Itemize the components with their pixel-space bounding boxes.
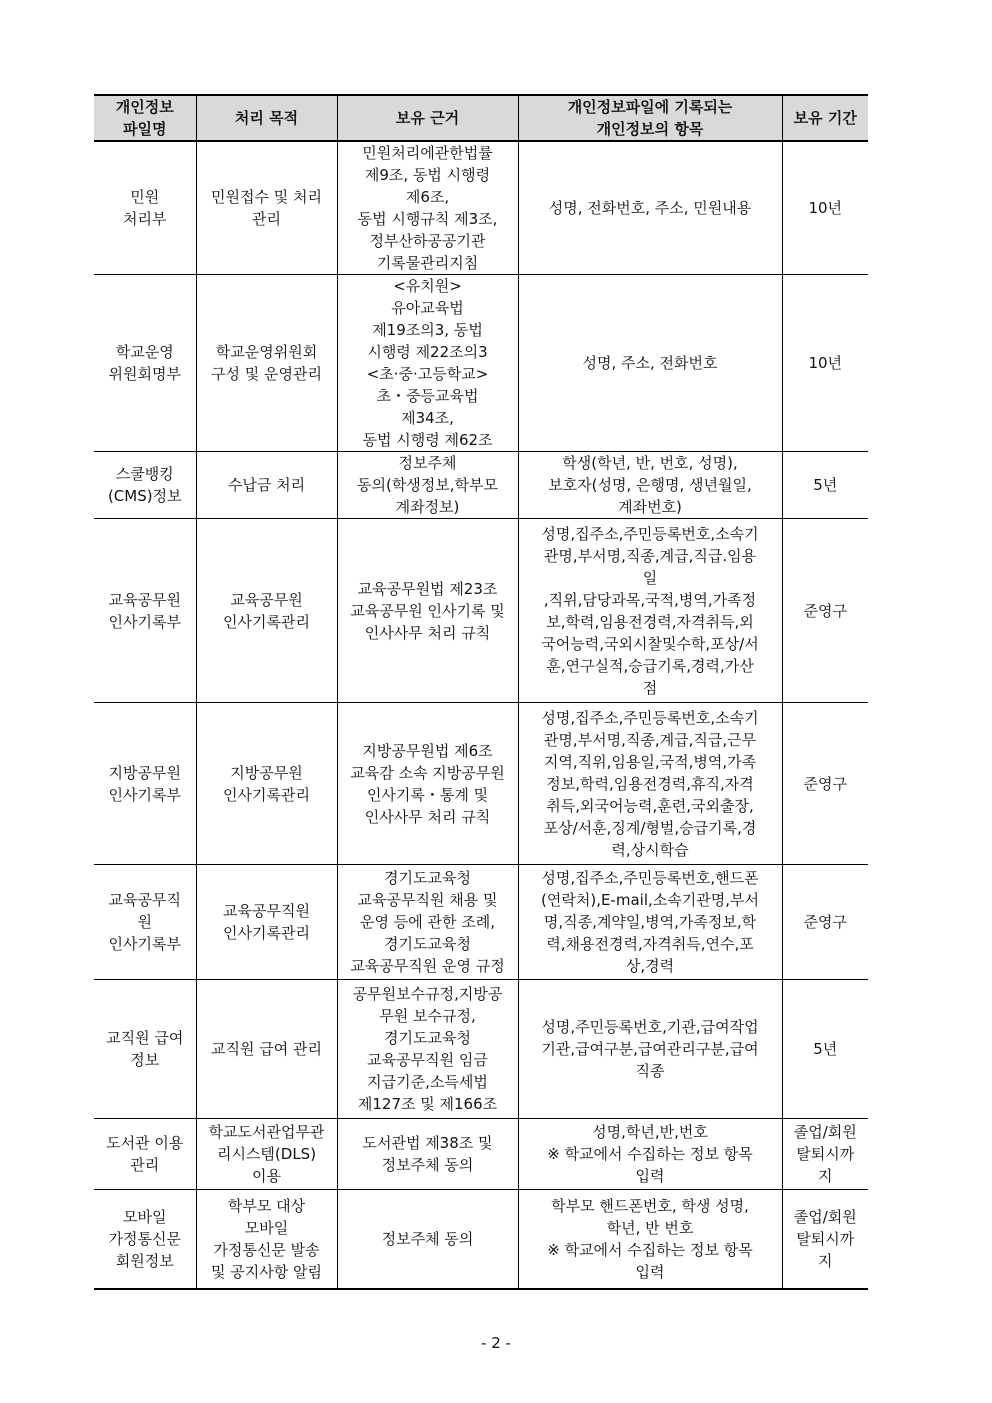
cell-items: 성명, 전화번호, 주소, 민원내용 [518,141,782,275]
header-purpose: 처리 목적 [196,95,337,141]
cell-file-name: 스쿨뱅킹 (CMS)정보 [94,452,196,519]
cell-file-name: 교육공무원 인사기록부 [94,519,196,703]
table-row [94,703,868,865]
table-row [94,275,868,452]
table-row [94,141,868,275]
cell-file-name: 교육공무직 원 인사기록부 [94,865,196,980]
cell-file-name: 도서관 이용 관리 [94,1119,196,1190]
cell-basis: <유치원> 유아교육법 제19조의3, 동법 시행령 제22조의3 <초·중·고등학교> 초・중등교육법 제34조, 동법 시행령 제62조 [337,275,518,452]
header-period: 보유 기간 [782,95,868,141]
cell-file-name: 교직원 급여 정보 [94,980,196,1119]
cell-items: 학생(학년, 반, 번호, 성명), 보호자(성명, 은행명, 생년월일, 계좌번호) [518,452,782,519]
header-items: 개인정보파일에 기록되는 개인정보의 항목 [518,95,782,141]
cell-items: 성명,집주소,주민등록번호,소속기 관명,부서명,직종,계급,직급.임용 일 ,직위,담당과목,국적,병역,가족정 보,학력,임용전경력,자격취득,외 국어능력,국외시찰및수학,포상/서 훈,연구실적,승급기록,경력,가산 점 [518,519,782,703]
cell-period: 졸업/회원 탈퇴시까 지 [782,1190,868,1289]
cell-purpose: 교육공무직원 인사기록관리 [196,865,337,980]
cell-purpose: 민원접수 및 처리 관리 [196,141,337,275]
table-header-row [94,95,868,141]
cell-basis: 공무원보수규정,지방공 무원 보수규정, 경기도교육청 교육공무직원 임금 지급기준,소득세법 제127조 및 제166조 [337,980,518,1119]
cell-basis: 정보주체 동의(학생정보,학부모 계좌정보) [337,452,518,519]
cell-items: 성명,학년,반,번호 ※ 학교에서 수집하는 정보 항목 입력 [518,1119,782,1190]
cell-items: 성명,주민등록번호,기관,급여작업 기관,급여구분,급여관리구분,급여 직종 [518,980,782,1119]
cell-basis: 민원처리에관한법률 제9조, 동법 시행령 제6조, 동법 시행규칙 제3조, 정부산하공공기관 기록물관리지침 [337,141,518,275]
cell-purpose: 수납금 처리 [196,452,337,519]
cell-purpose: 학교도서관업무관 리시스템(DLS) 이용 [196,1119,337,1190]
cell-basis: 경기도교육청 교육공무직원 채용 및 운영 등에 관한 조례, 경기도교육청 교육공무직원 운영 규정 [337,865,518,980]
cell-basis: 교육공무원법 제23조 교육공무원 인사기록 및 인사사무 처리 규칙 [337,519,518,703]
cell-period: 10년 [782,275,868,452]
cell-purpose: 학교운영위원회 구성 및 운영관리 [196,275,337,452]
cell-basis: 도서관법 제38조 및 정보주체 동의 [337,1119,518,1190]
table-row [94,980,868,1119]
table-row [94,519,868,703]
cell-period: 졸업/회원 탈퇴시까 지 [782,1119,868,1190]
cell-purpose: 지방공무원 인사기록관리 [196,703,337,865]
cell-file-name: 민원 처리부 [94,141,196,275]
cell-period: 5년 [782,452,868,519]
cell-items: 성명,집주소,주민등록번호,소속기 관명,부서명,직종,계급,직급,근무 지역,직위,임용일,국적,병역,가족 정보,학력,임용전경력,휴직,자격 취득,외국어능력,훈련,국외출장, 포상/서훈,징계/형벌,승급기록,경 력,상시학습 [518,703,782,865]
cell-file-name: 모바일 가정통신문 회원정보 [94,1190,196,1289]
cell-items: 학부모 핸드폰번호, 학생 성명, 학년, 반 번호 ※ 학교에서 수집하는 정보 항목 입력 [518,1190,782,1289]
cell-file-name: 지방공무원 인사기록부 [94,703,196,865]
page-number: - 2 - [481,1334,511,1352]
cell-purpose: 교육공무원 인사기록관리 [196,519,337,703]
cell-period: 준영구 [782,865,868,980]
cell-items: 성명,집주소,주민등록번호,핸드폰 (연락처),E-mail,소속기관명,부서 명,직종,계약일,병역,가족정보,학 력,채용전경력,자격취득,연수,포 상,경력 [518,865,782,980]
cell-period: 준영구 [782,703,868,865]
table-row [94,1119,868,1190]
cell-file-name: 학교운영 위원회명부 [94,275,196,452]
cell-purpose: 학부모 대상 모바일 가정통신문 발송 및 공지사항 알림 [196,1190,337,1289]
cell-purpose: 교직원 급여 관리 [196,980,337,1119]
table-row [94,865,868,980]
cell-period: 준영구 [782,519,868,703]
header-file-name: 개인정보 파일명 [94,95,196,141]
table-row [94,1190,868,1289]
cell-period: 5년 [782,980,868,1119]
header-basis: 보유 근거 [337,95,518,141]
table-row [94,452,868,519]
personal-info-file-table [94,94,868,1290]
cell-basis: 지방공무원법 제6조 교육감 소속 지방공무원 인사기록・통계 및 인사사무 처리 규칙 [337,703,518,865]
cell-period: 10년 [782,141,868,275]
cell-basis: 정보주체 동의 [337,1190,518,1289]
cell-items: 성명, 주소, 전화번호 [518,275,782,452]
